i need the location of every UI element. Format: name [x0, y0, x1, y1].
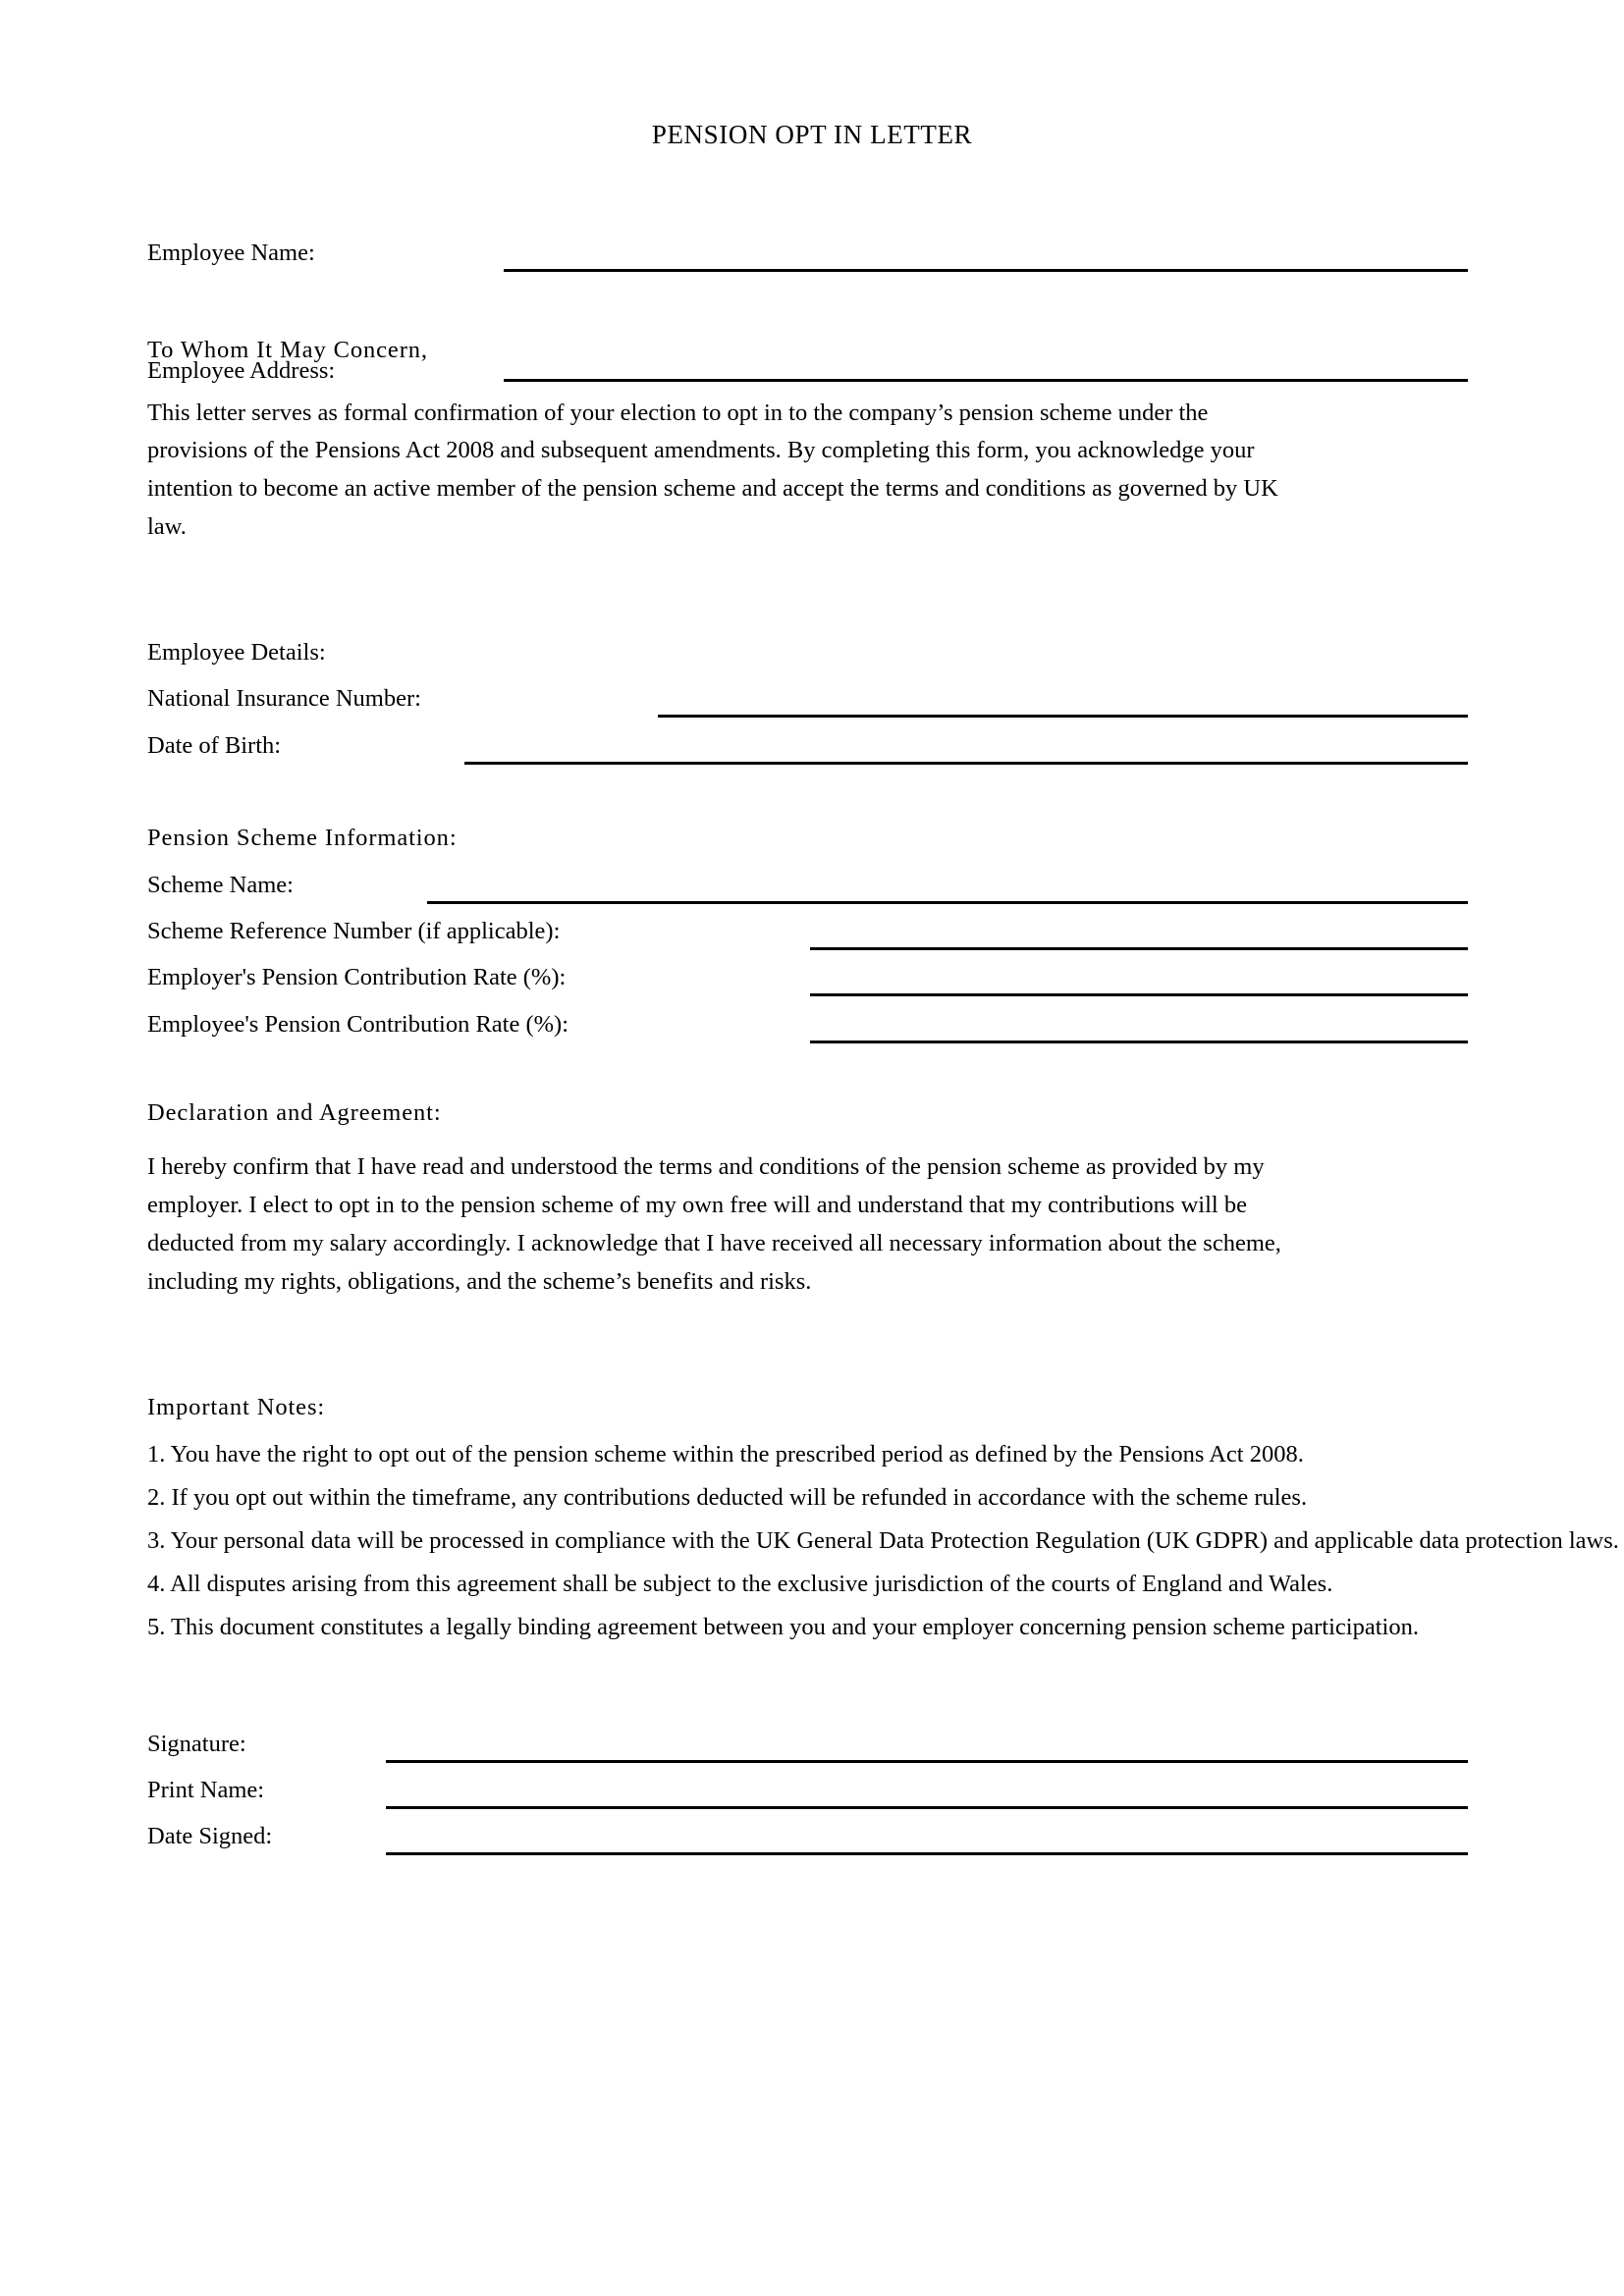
intro-paragraph-line-3: intention to become an active member of the pension scheme and accept the terms and conditions as governed by UK: [147, 475, 1278, 502]
important-note-item-4: 4. All disputes arising from this agreement shall be subject to the exclusive jurisdiction of the courts of England and Wales.: [147, 1571, 1333, 1597]
scheme-name-input-rule[interactable]: [427, 901, 1468, 904]
print-name-label: Print Name:: [147, 1777, 265, 1803]
declaration-paragraph-line-2: employer. I elect to opt in to the pension scheme of my own free will and understand that my contributions will be: [147, 1192, 1247, 1218]
scheme-name-label: Scheme Name:: [147, 872, 294, 898]
employee-details-heading: Employee Details:: [147, 639, 326, 666]
print-name-input-rule[interactable]: [386, 1806, 1468, 1809]
declaration-paragraph-line-4: including my rights, obligations, and the scheme’s benefits and risks.: [147, 1268, 812, 1295]
employee-name-label: Employee Name:: [147, 240, 315, 266]
important-note-item-2: 2. If you opt out within the timeframe, any contributions deducted will be refunded in accordance with the scheme rules.: [147, 1484, 1308, 1511]
declaration-paragraph-line-3: deducted from my salary accordingly. I acknowledge that I have received all necessary information about the scheme,: [147, 1230, 1281, 1256]
intro-paragraph-line-4: law.: [147, 513, 187, 540]
national-insurance-number-input-rule[interactable]: [658, 715, 1468, 718]
date-of-birth-label: Date of Birth:: [147, 732, 282, 759]
employee-address-input-rule[interactable]: [504, 379, 1468, 382]
intro-paragraph-line-2: provisions of the Pensions Act 2008 and subsequent amendments. By completing this form, you acknowledge your: [147, 437, 1255, 463]
employee-contribution-rate-label: Employee's Pension Contribution Rate (%):: [147, 1011, 569, 1038]
national-insurance-number-label: National Insurance Number:: [147, 685, 421, 712]
declaration-paragraph-line-1: I hereby confirm that I have read and understood the terms and conditions of the pension scheme as provided by my: [147, 1153, 1265, 1180]
employer-contribution-rate-label: Employer's Pension Contribution Rate (%):: [147, 964, 567, 990]
scheme-reference-number-input-rule[interactable]: [810, 947, 1468, 950]
page-title: PENSION OPT IN LETTER: [651, 120, 973, 149]
intro-paragraph-line-1: This letter serves as formal confirmation of your election to opt in to the company’s pension scheme under the: [147, 400, 1209, 426]
declaration-heading: Declaration and Agreement:: [147, 1099, 442, 1126]
date-signed-label: Date Signed:: [147, 1823, 273, 1849]
signature-input-rule[interactable]: [386, 1760, 1468, 1763]
employee-address-label: Employee Address:: [147, 357, 336, 384]
employee-name-input-rule[interactable]: [504, 269, 1468, 272]
employer-contribution-rate-input-rule[interactable]: [810, 993, 1468, 996]
scheme-reference-number-label: Scheme Reference Number (if applicable):: [147, 918, 561, 944]
salutation-text: To Whom It May Concern,: [147, 337, 428, 363]
important-note-item-1: 1. You have the right to opt out of the pension scheme within the prescribed period as defined by the Pensions Act 2008.: [147, 1441, 1304, 1468]
signature-label: Signature:: [147, 1731, 246, 1757]
important-note-item-3: 3. Your personal data will be processed in compliance with the UK General Data Protection Regulation (UK GDPR) and applicable data protection laws.: [147, 1527, 1619, 1554]
date-signed-input-rule[interactable]: [386, 1852, 1468, 1855]
employee-contribution-rate-input-rule[interactable]: [810, 1041, 1468, 1043]
important-note-item-5: 5. This document constitutes a legally binding agreement between you and your employer concerning pension scheme participation.: [147, 1614, 1419, 1640]
date-of-birth-input-rule[interactable]: [464, 762, 1468, 765]
important-notes-heading: Important Notes:: [147, 1394, 326, 1420]
pension-scheme-information-heading: Pension Scheme Information:: [147, 825, 458, 851]
